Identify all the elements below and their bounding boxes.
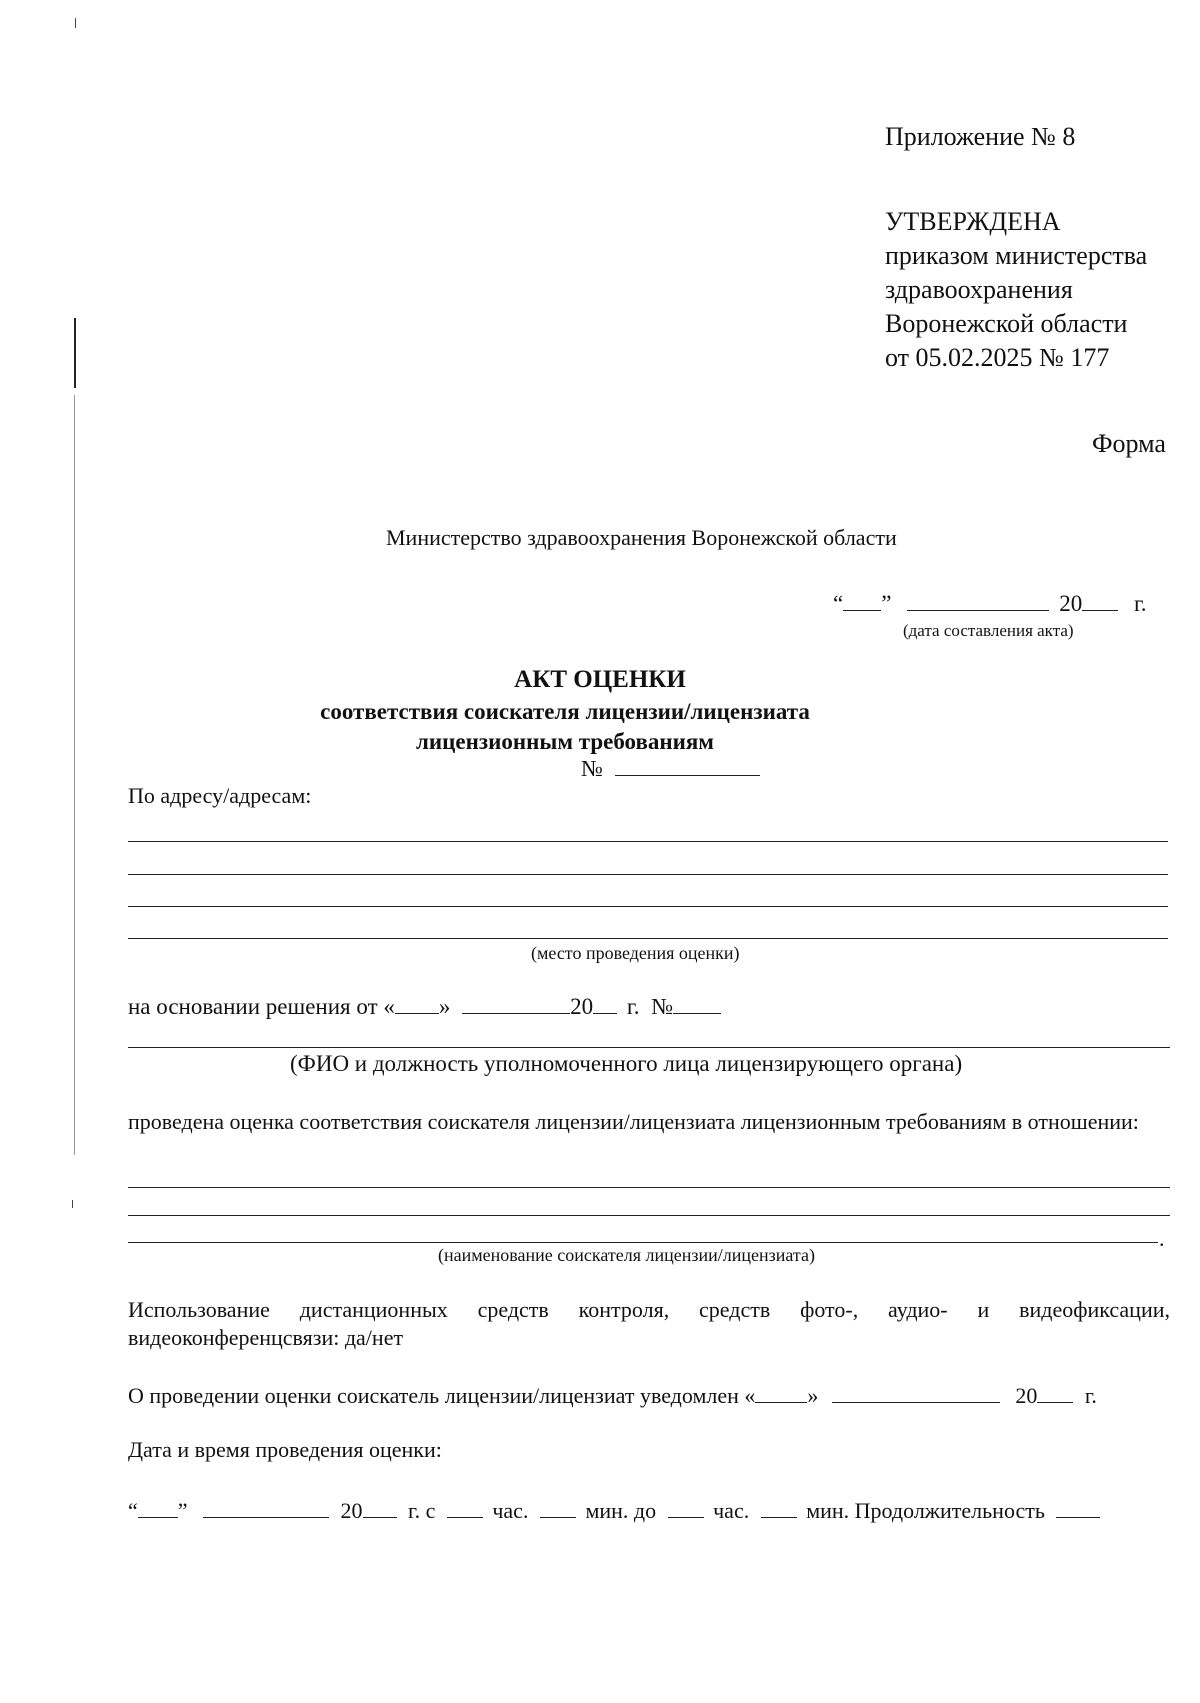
- dt-year-blank[interactable]: [363, 1516, 397, 1518]
- applicant-blank-line[interactable]: [128, 1242, 1158, 1243]
- decision-year-blank[interactable]: [593, 1012, 617, 1014]
- dt-day-blank[interactable]: [138, 1516, 178, 1518]
- datetime-label: Дата и время проведения оценки:: [128, 1437, 442, 1462]
- dt-month-blank[interactable]: [203, 1516, 329, 1518]
- decision-number-blank[interactable]: [673, 1012, 721, 1014]
- dt-start-hour-blank[interactable]: [447, 1516, 483, 1518]
- approved-line: от 05.02.2025 № 177: [885, 343, 1110, 372]
- applicant-blank-line[interactable]: [128, 1215, 1170, 1216]
- notified-year-prefix: 20: [1015, 1383, 1038, 1408]
- act-number-blank[interactable]: [615, 774, 760, 776]
- date-caption: (дата составления акта): [903, 621, 1074, 640]
- month-blank[interactable]: [907, 609, 1049, 611]
- dt-duration-label: мин. Продолжительность: [806, 1498, 1045, 1523]
- applicant-line-end: .: [1159, 1226, 1165, 1251]
- dt-year-prefix: 20: [340, 1498, 363, 1523]
- decision-day-blank[interactable]: [395, 1012, 439, 1014]
- number-sign: №: [581, 756, 603, 781]
- address-blank-line[interactable]: [128, 938, 1168, 939]
- close-quote: ”: [881, 591, 892, 616]
- notified-prefix: О проведении оценки соискатель лицензии/лицензиат уведомлен «: [128, 1383, 756, 1408]
- conducted-text: проведена оценка соответствия соискателя лицензии/лицензиата лицензионным требованиям в отношении:: [128, 1109, 1139, 1134]
- dt-hour-label: час.: [492, 1498, 529, 1523]
- dt-duration-blank[interactable]: [1056, 1516, 1100, 1518]
- address-blank-line[interactable]: [128, 874, 1168, 875]
- official-blank-line[interactable]: [128, 1047, 1170, 1048]
- notified-line: [128, 1385, 1097, 1407]
- notified-close: »: [807, 1383, 819, 1408]
- approval-block: [885, 205, 1147, 375]
- act-title: АКТ ОЦЕНКИ: [514, 666, 686, 693]
- notified-year-suffix: г.: [1084, 1383, 1097, 1408]
- dt-end-min-blank[interactable]: [761, 1516, 797, 1518]
- decision-year-suffix: г.: [626, 994, 640, 1019]
- dt-hour-label: час.: [713, 1498, 750, 1523]
- year-blank[interactable]: [1082, 609, 1118, 611]
- applicant-blank-line[interactable]: [128, 1187, 1170, 1188]
- notified-month-blank[interactable]: [832, 1401, 1000, 1403]
- decision-close: »: [438, 994, 451, 1019]
- close-quote: ”: [177, 1498, 188, 1523]
- ministry-name: Министерство здравоохранения Воронежской области: [386, 525, 897, 550]
- act-subtitle: лицензионным требованиям: [416, 729, 714, 754]
- decision-number-sign: №: [651, 994, 674, 1019]
- act-number-line: [581, 757, 760, 780]
- approved-line: здравоохранения: [885, 275, 1073, 304]
- open-quote: “: [128, 1498, 138, 1523]
- address-label: По адресу/адресам:: [128, 783, 312, 808]
- decision-line: [128, 995, 721, 1018]
- notified-year-blank[interactable]: [1037, 1401, 1073, 1403]
- decision-month-blank[interactable]: [462, 1012, 570, 1014]
- appendix-number: Приложение № 8: [885, 122, 1076, 151]
- decision-year-prefix: 20: [570, 994, 594, 1019]
- year-prefix: 20: [1059, 591, 1083, 616]
- address-blank-line[interactable]: [128, 906, 1168, 907]
- address-blank-line[interactable]: [128, 841, 1168, 842]
- approved-title: УТВЕРЖДЕНА: [885, 207, 1061, 236]
- year-suffix: г.: [1133, 591, 1147, 616]
- open-quote: “: [833, 591, 844, 616]
- dt-end-hour-blank[interactable]: [668, 1516, 704, 1518]
- scan-margin-mark: [74, 318, 76, 388]
- applicant-caption: (наименование соискателя лицензии/лицензиата): [438, 1245, 815, 1265]
- place-caption: (место проведения оценки): [531, 943, 740, 963]
- dt-from: г. с: [408, 1498, 436, 1523]
- scan-margin-mark: [74, 395, 75, 1155]
- form-label: Форма: [1092, 429, 1166, 458]
- act-subtitle: соответствия соискателя лицензии/лицензиата: [320, 699, 810, 724]
- approved-line: Воронежской области: [885, 309, 1128, 338]
- scan-margin-mark: [72, 1200, 73, 1208]
- scan-margin-mark: [75, 18, 76, 28]
- notified-day-blank[interactable]: [755, 1401, 807, 1403]
- dt-min-to-label: мин. до: [585, 1498, 657, 1523]
- remote-means-text: Использование дистанционных средств контроля, средств фото-, аудио- и видеофиксации, видеоконференцсвязи: да/нет: [128, 1297, 1170, 1350]
- act-date-line: [833, 592, 1147, 615]
- official-caption: (ФИО и должность уполномоченного лица лицензирующего органа): [290, 1051, 963, 1076]
- decision-prefix: на основании решения от «: [128, 994, 395, 1019]
- dt-start-min-blank[interactable]: [540, 1516, 576, 1518]
- approved-line: приказом министерства: [885, 241, 1148, 270]
- datetime-line: [128, 1500, 1100, 1522]
- day-blank[interactable]: [843, 609, 881, 611]
